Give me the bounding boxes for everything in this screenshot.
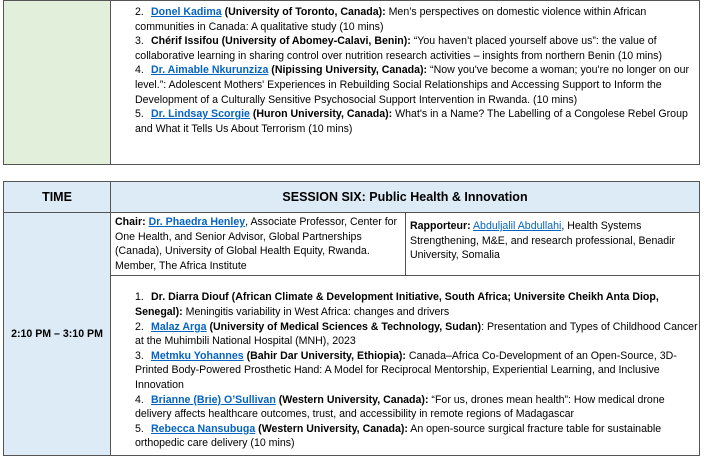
presenter-link[interactable]: Donel Kadima	[151, 6, 222, 18]
previous-session-table	[3, 0, 700, 165]
presentations-cell	[111, 1, 700, 165]
item-number: 5.	[135, 108, 144, 121]
presenter-link[interactable]: Brianne (Brie) O’Sullivan	[151, 393, 276, 406]
chair-link[interactable]: Dr. Phaedra Henley	[148, 216, 246, 228]
affiliation: (Western University, Canada):	[255, 422, 408, 435]
list-item	[133, 5, 699, 34]
session-six-table	[3, 181, 700, 456]
list-item	[133, 320, 699, 349]
item-number: 1.	[135, 291, 144, 304]
item-number: 2.	[135, 6, 144, 18]
item-number: 4.	[135, 64, 144, 77]
presenter-link[interactable]: Rebecca Nansubuga	[151, 422, 256, 435]
affiliation: (University of Abomey-Calavi, Benin):	[218, 35, 411, 48]
presenter-name: Chérif Issifou	[151, 35, 219, 48]
item-number: 2.	[135, 320, 144, 333]
chair-cell	[111, 213, 406, 276]
list-item	[133, 349, 699, 393]
presentation-title: Meningitis variability in West Africa: changes and drivers	[182, 305, 450, 318]
time-cell-empty	[4, 1, 111, 165]
affiliation: (Huron University, Canada):	[249, 108, 393, 121]
presentation-title: An open-source surgical fracture table for sustainable orthopedic care delivery (10 mins)	[135, 422, 662, 450]
chair-label: Chair:	[115, 216, 146, 228]
presentation-title: “Now you've become a woman; you're no longer on our level.”: Adolescent Mothers' Experiences in Rebuilding Social Relationships and Accessing Support to Inform the Development of a Culturally Sensitive Psychosocial Support Intervention in Rwanda. (10 mins)	[135, 64, 690, 106]
presentation-title: Men’s perspectives on domestic violence within African communities in Canada: A qualitative study (10 mins)	[135, 6, 647, 33]
affiliation: (Nipissing University, Canada):	[268, 64, 428, 77]
affiliation: (University of Medical Sciences & Technology, Sudan)	[206, 320, 482, 333]
presentation-title: Canada–Africa Co-Development of an Open-Source, 3D-Printed Body-Powered Prosthetic Hand: A Model for Reciprocal Mentorship, Experiential Learning, and Inclusive Innovation	[135, 349, 677, 391]
session-title: SESSION SIX: Public Health & Innovation	[111, 182, 700, 213]
item-number: 5.	[135, 422, 144, 435]
item-number: 4.	[135, 393, 144, 406]
affiliation: (Bahir Dar University, Ethiopia):	[243, 349, 406, 362]
presenter-link[interactable]: Malaz Arga	[151, 320, 207, 333]
rapporteur-link[interactable]: Abduljalil Abdullahi	[472, 220, 562, 232]
affiliation: (African Climate & Development Initiative, South Africa; Universite Cheikh Anta Diop, Senegal):	[135, 291, 659, 318]
presenter-link[interactable]: Dr. Aimable Nkurunziza	[151, 64, 269, 77]
presentation-title: What's in a Name? The Labelling of a Congolese Rebel Group and What it Tells Us About Terrorism (10 mins)	[135, 108, 688, 135]
presentation-title: “For us, drones mean health”: How medical drone delivery affects healthcare outcomes, trust, and accessibility in remote regions of Madagascar	[135, 393, 665, 421]
rapporteur-description: , Health Systems Strengthening, M&E, and research professional, Benadir University, Somalia	[410, 220, 675, 262]
item-number: 3.	[135, 35, 144, 48]
affiliation: (University of Toronto, Canada):	[221, 6, 386, 18]
time-header: TIME	[4, 182, 111, 213]
list-item	[133, 63, 699, 107]
rapporteur-cell	[406, 213, 700, 276]
presentation-title: “You haven’t placed yourself above us”: the value of collaborative learning in sharing control over nutrition research activities – insights from northern Benin (10 mins)	[135, 35, 662, 62]
affiliation: (Western University, Canada):	[275, 393, 429, 406]
rapporteur-label: Rapporteur:	[410, 220, 471, 232]
presenter-link[interactable]: Metmku Yohannes	[151, 349, 244, 362]
presentation-title: : Presentation and Types of Childhood Cancer at the Muhimbili National Hospital (MNH), 2023	[135, 320, 698, 348]
list-item	[133, 34, 699, 63]
list-item	[133, 290, 699, 319]
presentations-cell	[111, 276, 700, 456]
session-time: 2:10 PM – 3:10 PM	[4, 213, 111, 456]
list-item	[133, 422, 699, 451]
list-item	[133, 107, 699, 136]
list-item	[133, 393, 699, 422]
presenter-link[interactable]: Dr. Lindsay Scorgie	[151, 108, 250, 121]
item-number: 3.	[135, 349, 144, 362]
chair-description: , Associate Professor, Center for One Health, and Senior Advisor, Global Partnerships (Canada), University of Global Health Equity, Rwanda. Member, The Africa Institute	[115, 216, 398, 272]
presenter-name: Dr. Diarra Diouf	[151, 291, 229, 304]
